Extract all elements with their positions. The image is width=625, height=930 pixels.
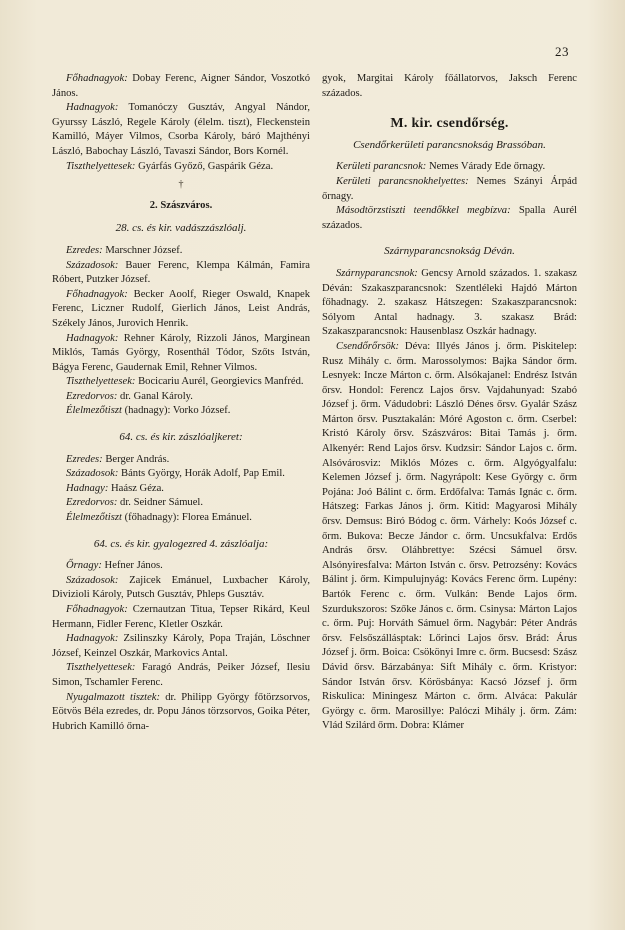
paragraph: Ezredorvos: dr. Seidner Sámuel. [66,497,204,509]
paragraph: Századosok: Bánts György, Horák Adolf, Pap Emil. [66,468,285,480]
paragraph: Ezredes: Berger András. [66,453,170,465]
paragraph: Hadnagyok: Zsilinszky Károly, Popa Traján, Löschner József, Keinzel Oszkár, Markovics Antal. [52,633,310,659]
paragraph: Főhadnagyok: Dobay Ferenc, Aigner Sándor, Voszotkó János. [52,73,310,99]
paragraph: Hadnagy: Haász Géza. [66,482,164,494]
paragraph: Tiszthelyettesek: Faragó András, Peiker József, Ilesiu Simon, Tschamler Ferenc. [52,662,310,688]
paragraph: Nyugalmazott tisztek: dr. Philipp György főtörzsorvos, Eötvös Béla ezredes, dr. Popu János törzsorvos, Goika Péter, Hubrich Kamilló őrna- [52,691,310,732]
paragraph: Tiszthelyettesek: Bocicariu Aurél, Georgievics Manfréd. [66,376,304,388]
paragraph: Főhadnagyok: Becker Aoolf, Rieger Oswald, Knapek Ferenc, Liczner Rudolf, Gierlich János, Leist András, Székely János, Jurovich Henrik. [52,288,310,329]
sub-heading: Szárnyparancsnokság Déván. [384,245,515,258]
paragraph: Ezredes: Marschner József. [66,244,183,256]
paragraph: Szárnyparancsnok: Gencsy Arnold százados. 1. szakasz Déván: Szakaszparancsnok: Szentléleki Hajdó Márton főhadnagy. 2. szakasz Hátszegen: Szakaszparancsnok: Sólyom Antal hadnagy. 3. szakasz Brád: Szakaszparancsnok: Hausenblasz Oszkár hadnagy. [322,267,577,338]
section-heading: M. kir. csendőrség. [390,116,509,132]
paragraph: Élelmezőtiszt (hadnagy): Vorko József. [66,405,231,417]
paragraph: Csendőrőrsök: Déva: Illyés János j. őrm. Piskitelep: Rusz Mihály c. őrm. Marossolymos: Bajka Sándor őrm. Lesnyek: Incze Márton c. őrm. Alsókajanel: Endrész István őrsv. Hondol: Ferencz Lajos őrsv. Vajdahunyad: Szabó József j. őrm. Vádudobri: László Dénes őrsv. Gyalár Szász Márton őrsv. Pusztakalán: Móré Agoston c. őrm. Cserbel: Kristó Károly őrsv. Szászváros: Bitai Tamás j. őrm. Alkenyér: Rend Lajos őrsv. Kudzsir: Sándor Lajos c. őrm. Alsóvárosviz: Miklós Mózes c. őrm. Algyógyalfalu: Kelemen József j. őrm. Nagyrápolt: Kese György c. őrm Pojána: Joó Bálint c. őrm. Erdőfalva: Tamás Ignác c. őrm. Hátszeg: Farkas János j. őrm. Kitid: Magyarosi Mihály őrsv. Demsus: Biró Bódog c. őrm. Várhely: Koós József c. őrm. Bukova: Becze Jándor c. őrm. Uncsukfalva: Erdős András őrsv. Oláhbrettye: Szécsi Sámuel őrsv. Alsónyiresfalva: Márton István c. őrsv. Petrozsény: Kovács Bálint j. őrm. Kimpulujnyág: Kovács Ferenc őrm. Lupény: Bartók Ferenc c. őrm. Vulkán: Bende Lajos őrm. Szurdukszoros: Szőke János c. őrm. Csinysa: Márton Lajos c. őrm. Puj: Horváth Sámuel őrm. Nagybár: Péter András őrsv. Felsőszállásptak: Lőrinci Lajos őrsv. Brád: Árus József j. őrm. Boica: Csökönyi Imre c. őrm. Bucsesd: Szász Dávid őrsv. Bárzabánya: Sift Mihály c. őrm. Kristyor: Sándor István őrsv. Körösbánya: Kacsó József j. őrm Riskulica: Miningesz Márton c. őrm. Alváca: Pakulár György c. őrm. Marosillye: Palóczi Mihály j. őrm. Zám: Vlád Szilárd őrm. Dobra: Klámer [322,340,577,732]
section-heading: 2. Szászváros. [149,199,213,211]
paragraph: Századosok: Zajicek Emánuel, Luxbacher Károly, Divizioli Károly, Putsch Gusztáv, Phleps Gusztáv. [52,574,310,601]
paragraph: Hadnagyok: Rehner Károly, Rizzoli János, Marginean Miklós, Tamás György, Rosenthál Tódor, Szőts István, Bágya Ferenc, Gaudernak Emil, Rehner Vilmos. [52,332,310,373]
sub-heading: Csendőrkerületi parancsnokság Brassóban. [353,138,546,151]
paragraph: Másodtörzstiszti teendőkkel megbízva: Spalla Aurél százados. [322,205,577,231]
paragraph: Főhadnagyok: Czernautzan Titua, Tepser Rikárd, Keul Hermann, Fidler Ferenc, Kletler Oszkár. [52,604,310,630]
left-column [52,72,310,734]
right-column [322,72,577,734]
paragraph: Századosok: Bauer Ferenc, Klempa Kálmán, Famira Róbert, Putzker József. [52,259,310,286]
paragraph: Élelmezőtiszt (főhadnagy): Florea Emánuel. [66,512,252,524]
sub-heading: 64. cs. és kir. zászlóaljkeret: [119,431,243,444]
page-number: 23 [555,44,569,59]
cross-mark: † [178,179,184,191]
paragraph: Őrnagy: Hefner János. [66,560,163,572]
paragraph: Kerületi parancsnokhelyettes: Nemes Szányi Árpád őrnagy. [322,175,577,202]
sub-heading: 64. cs. és kir. gyalogezred 4. zászlóalja: [93,537,269,550]
paragraph: Kerületi parancsnok: Nemes Várady Ede őrnagy. [336,161,546,173]
paragraph: Ezredorvos: dr. Ganal Károly. [66,390,193,402]
paragraph: Tiszthelyettesek: Gyárfás Győző, Gaspárik Géza. [66,160,274,172]
sub-heading: 28. cs. és kir. vadászzászlóalj. [115,222,247,235]
paragraph: Hadnagyok: Tomanóczy Gusztáv, Angyal Nándor, Gyurssy László, Regele Károly (élelm. tiszt), Fleckenstein Kamilló, Máyer Vilmos, Csorba Károly, báró Majthényi László, Babochay László, Tavaszi Sándor, Bors Kornél. [52,102,310,157]
paragraph: gyok, Margitai Károly főállatorvos, Jaksch Ferenc százados. [322,73,577,99]
